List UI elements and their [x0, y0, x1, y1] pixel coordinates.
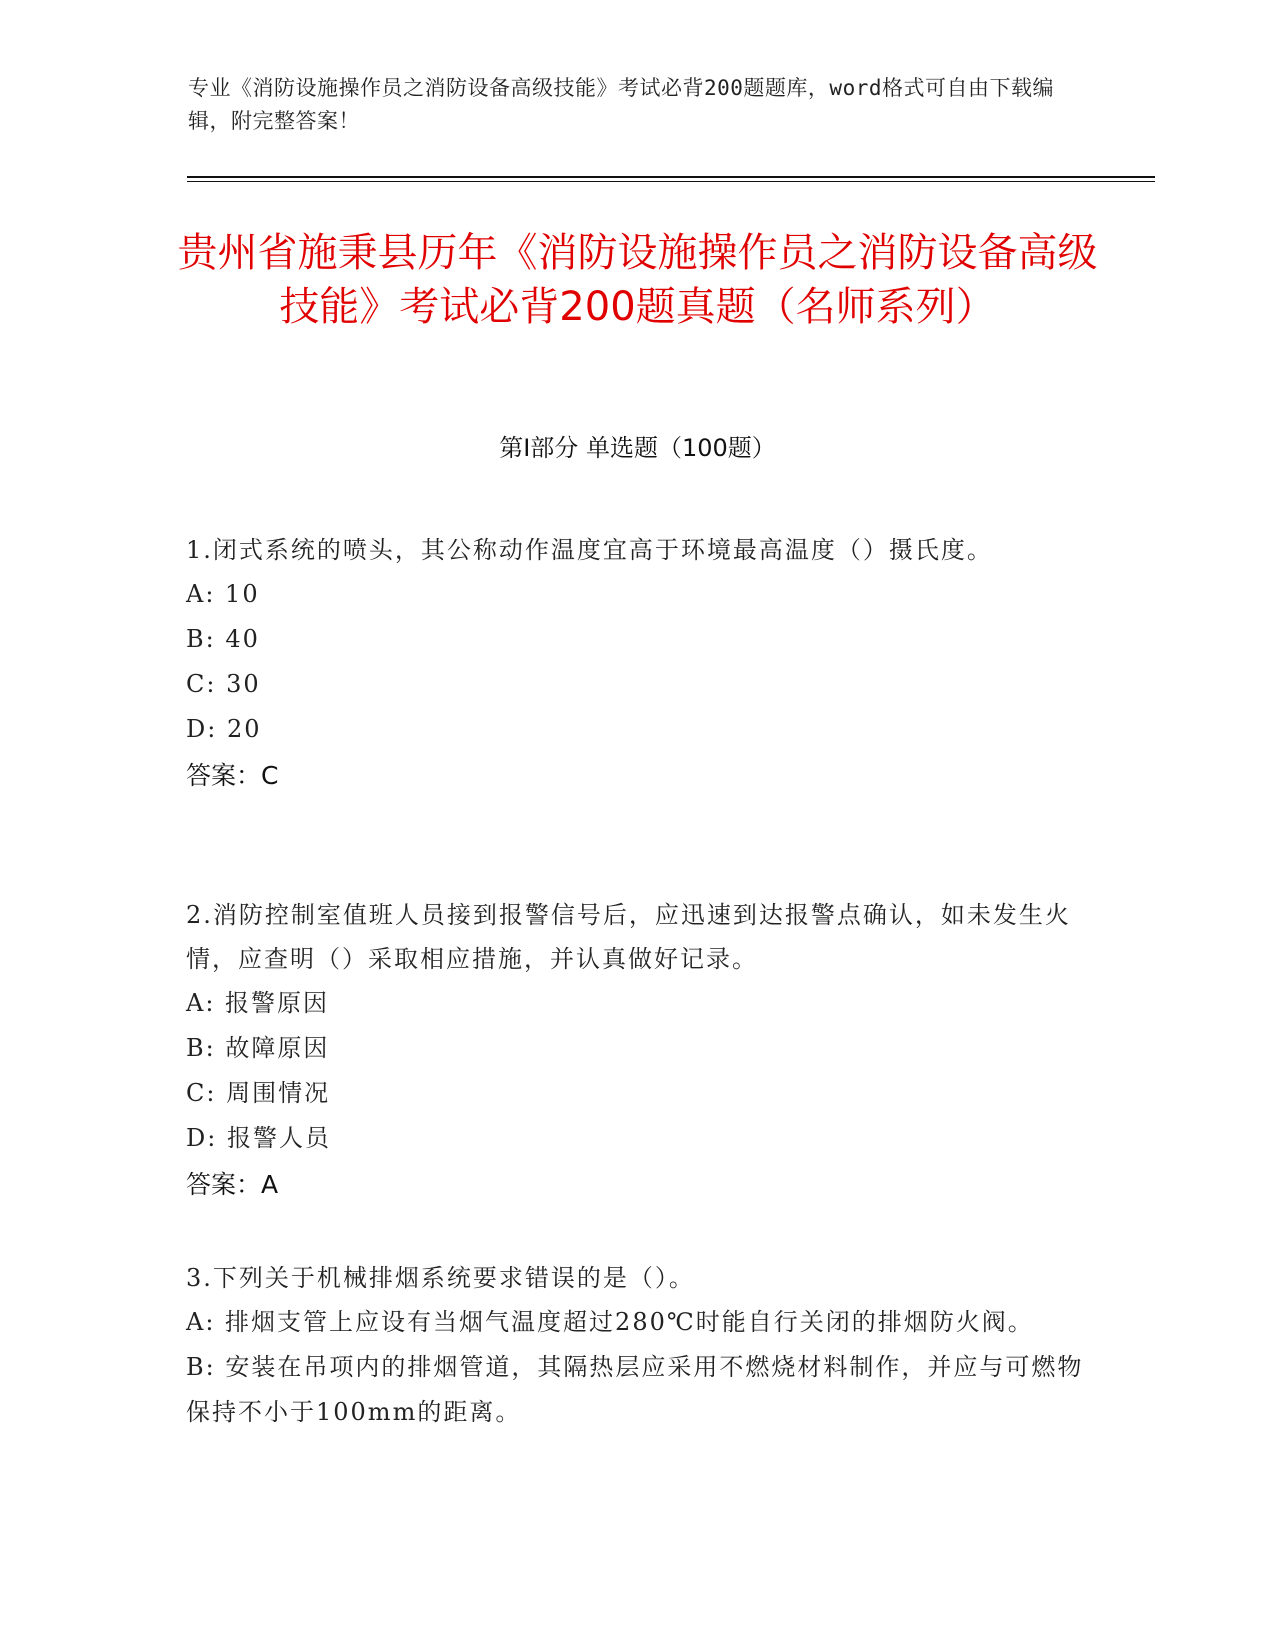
header-note: 专业《消防设施操作员之消防设备高级技能》考试必背200题题库，word格式可自由下载编辑，附完整答案！: [188, 76, 1054, 133]
option-a: A: 报警原因: [186, 989, 330, 1017]
option-b: B: 40: [186, 625, 260, 653]
option-a: A: 10: [186, 580, 260, 608]
question-text: 2.消防控制室值班人员接到报警信号后，应迅速到达报警点确认，如未发生火情，应查明（）采取相应措施，并认真做好记录。: [186, 901, 1071, 973]
option-b: B: 故障原因: [186, 1034, 330, 1062]
answer: 答案：C: [186, 761, 279, 790]
option-c: C: 周围情况: [186, 1079, 331, 1107]
option-d: D: 20: [186, 715, 262, 743]
question-text: 3.下列关于机械排烟系统要求错误的是（）。: [186, 1264, 695, 1292]
option-d: D: 报警人员: [186, 1124, 331, 1152]
question-1: [186, 528, 1086, 800]
option-a: A: 排烟支管上应设有当烟气温度超过280℃时能自行关闭的排烟防火阀。: [186, 1308, 1034, 1336]
answer: 答案：A: [186, 1170, 279, 1199]
question-3: [186, 1256, 1086, 1435]
header-divider-thick: [187, 176, 1155, 178]
question-2: [186, 893, 1086, 1209]
page-title: 贵州省施秉县历年《消防设施操作员之消防设备高级技能》考试必背200题真题（名师系列）: [177, 230, 1098, 330]
question-text: 1.闭式系统的喷头，其公称动作温度宜高于环境最高温度（）摄氏度。: [186, 536, 993, 564]
header-divider-thin: [187, 181, 1155, 182]
option-b: B: 安装在吊项内的排烟管道，其隔热层应采用不燃烧材料制作，并应与可燃物保持不小于100mm的距离。: [186, 1353, 1084, 1426]
option-c: C: 30: [186, 670, 261, 698]
section-heading: 第Ⅰ部分 单选题（100题）: [499, 434, 776, 462]
